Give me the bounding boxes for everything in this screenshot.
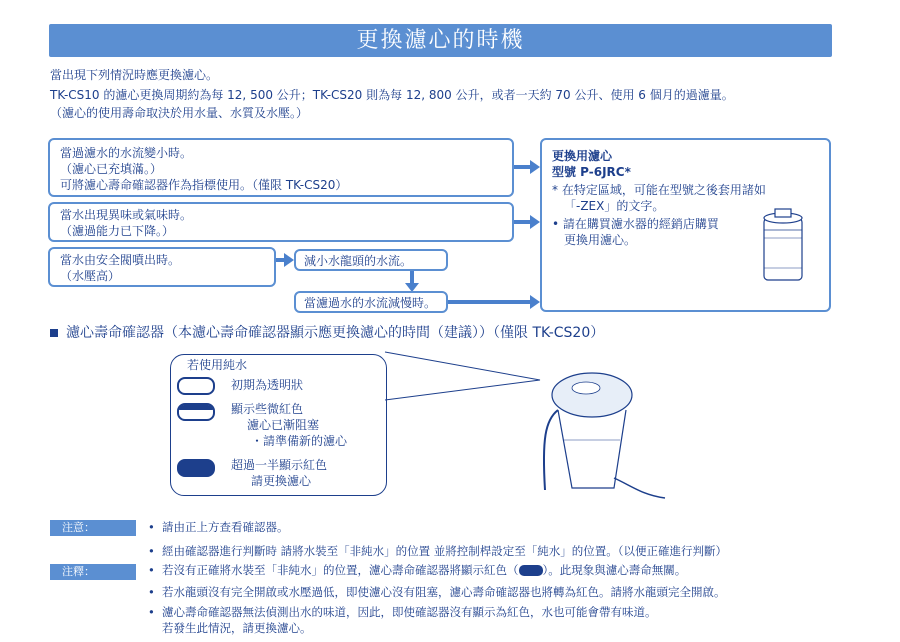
checker-state-slight: 顯示些微紅色 [231,402,304,416]
indicator-clear-icon [177,377,215,395]
filter-cartridge-icon [760,208,806,284]
remark-note-1: • 經由確認器進行判斷時 請將水裝至「非純水」的位置 並將控制桿設定至「純水」的位置。（以便正確進行判斷） [148,544,728,558]
condition-flow-reason: （濾心已充填滿。） [60,162,163,176]
replacement-note-2a: • 請在購買濾水器的經銷店購買 [552,217,719,231]
remark-note-2: • 若沒有正確將水裝至「非純水」的位置，濾心壽命確認器將顯示紅色（ ）。此現象與濾心壽命無關。 [148,563,687,577]
replacement-title: 更換用濾心 [552,149,613,163]
page-title: 更換濾心的時機 [356,28,525,53]
intro-line-3: （濾心的使用壽命取決於用水量、水質及水壓。） [50,106,309,120]
condition-odor-title: 當水出現異味或氣味時。 [60,208,193,222]
arrow-head [284,253,294,267]
remark-note-3: • 若水龍頭沒有完全開啟或水壓過低，即使濾心沒有阻塞，濾心壽命確認器也將轉為紅色。請將水龍頭完全開啟。 [148,585,726,599]
checker-state-slight-action: ・請準備新的濾心 [251,434,348,448]
condition-flow-hint: 可將濾心壽命確認器作為指標使用。（僅限 TK-CS20） [60,178,348,192]
condition-flow-title: 當過濾水的水流變小時。 [60,146,193,160]
section-heading [50,322,604,342]
section-bullet-icon [50,329,58,337]
replacement-model: 型號 P-6JRC* [552,165,631,179]
arrow-line [448,300,532,304]
indicator-red-inline-icon [519,565,543,576]
checker-state-red-action: 請更換濾心 [251,474,312,488]
condition-valve-reason: （水壓高） [60,269,121,283]
checker-heading: 若使用純水 [187,358,248,372]
replacement-filter-box [540,138,831,312]
remark-label: 注釋： [50,564,136,580]
condition-box-valve [48,247,276,287]
replacement-note-2b: 更換用濾心。 [564,233,637,247]
remark-note-4-cont: 若發生此情況，請更換濾心。 [162,621,312,635]
title-bar [49,24,832,57]
caution-label: 注意： [50,520,136,536]
condition-box-flow [48,138,514,197]
water-filter-device-icon [380,340,670,500]
step-reduce-flow [294,249,448,271]
indicator-partial-fill [179,405,213,410]
step-flow-slows-label: 當濾過水的水流減慢時。 [304,296,437,310]
condition-box-odor [48,202,514,242]
arrow-head [530,215,540,229]
condition-odor-reason: （濾過能力已下降。） [60,224,175,238]
checker-state-slight-note: 濾心已漸阻塞 [247,418,320,432]
life-indicator-callout [170,354,387,496]
checker-state-red: 超過一半顯示紅色 [231,458,328,472]
remark-note-4: • 濾心壽命確認器無法偵測出水的味道，因此，即使確認器沒有顯示為紅色，水也可能會帶有味道。 [148,605,657,619]
arrow-head [530,160,540,174]
condition-valve-title: 當水由安全閥噴出時。 [60,253,181,267]
replacement-note-1a: * 在特定區域，可能在型號之後套用諸如 [552,183,766,197]
intro-line-1: 當出現下列情況時應更換濾心。 [50,68,219,82]
step-flow-slows [294,291,448,313]
section-heading-text: 濾心壽命確認器（本濾心壽命確認器顯示應更換濾心的時間（建議））（僅限 TK-CS20） [66,325,605,341]
caution-note: • 請由正上方查看確認器。 [148,520,289,534]
replacement-note-1b: 「-ZEX」的文字。 [564,199,665,213]
checker-state-clear: 初期為透明狀 [231,378,304,392]
step-reduce-flow-label: 減小水龍頭的水流。 [304,254,413,268]
intro-line-2: TK-CS10 的濾心更換周期約為每 12, 500 公升；TK-CS20 則為每 12, 800 公升，或者一天約 70 公升、使用 6 個月的過濾量。 [50,88,734,102]
arrow-head [530,295,540,309]
indicator-red-icon [177,459,215,477]
